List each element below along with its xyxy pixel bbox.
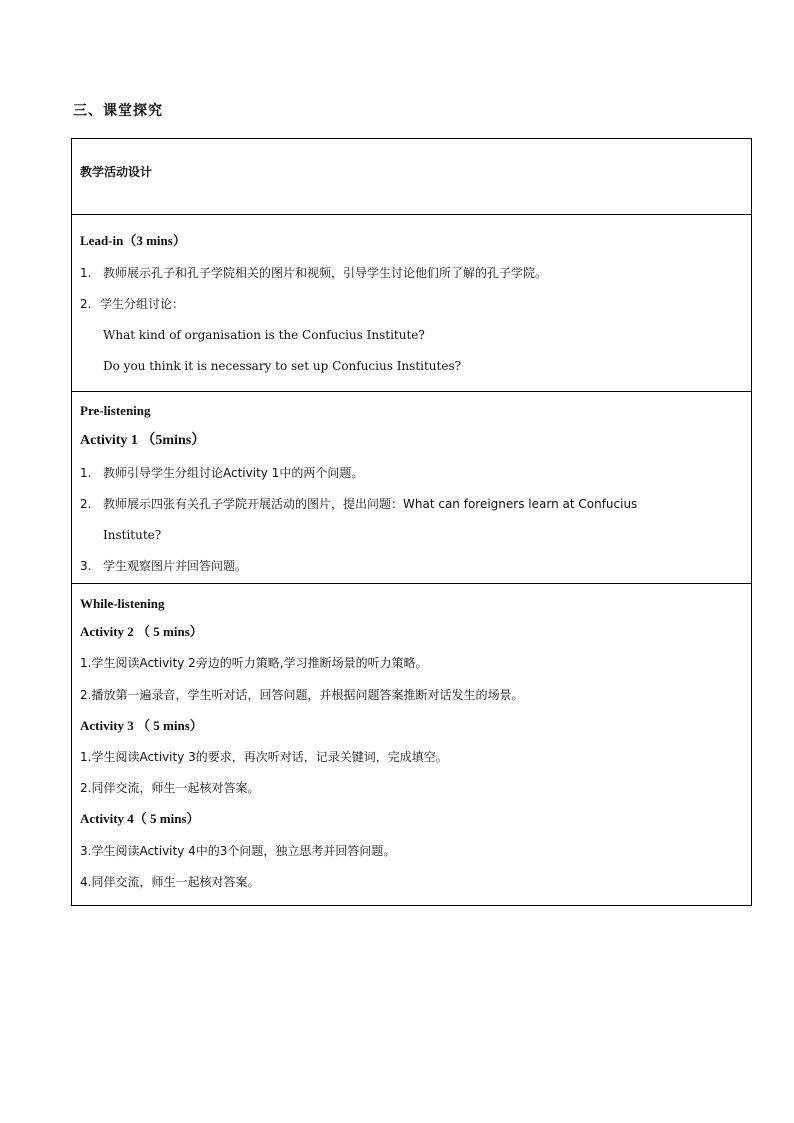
pre-listening-heading: Pre-listening bbox=[80, 403, 151, 418]
item-text: 教师引导学生分组讨论Activity 1中的两个问题。 bbox=[103, 466, 364, 480]
activity-2-item-2: 2.播放第一遍录音，学生听对话，回答问题，并根据问题答案推断对话发生的场景。 bbox=[80, 688, 524, 702]
item-number: 1. bbox=[80, 266, 92, 280]
activity-2-heading: Activity 2 （ 5 mins） bbox=[80, 624, 203, 639]
pre-listening-item-1 bbox=[80, 465, 363, 481]
table-header-text: 教学活动设计 bbox=[80, 165, 153, 179]
activity-2-item-1: 1.学生阅读Activity 2旁边的听力策略,学习推断场景的听力策略。 bbox=[80, 656, 428, 670]
while-listening-heading: While-listening bbox=[80, 596, 165, 611]
pre-listening-cell bbox=[71, 391, 752, 584]
activity-4-item-1: 3.学生阅读Activity 4中的3个问题，独立思考并回答问题。 bbox=[80, 844, 396, 858]
item-text: 学生观察图片并回答问题。 bbox=[103, 559, 248, 573]
lead-in-question-2: Do you think it is necessary to set up Confucius Institutes? bbox=[103, 359, 462, 373]
lead-in-item-2 bbox=[80, 296, 184, 312]
item-number: 2. bbox=[80, 497, 92, 511]
section-title: 三、课堂探究 bbox=[73, 103, 163, 119]
item-text: 教师展示孔子和孔子学院相关的图片和视频，引导学生讨论他们所了解的孔子学院。 bbox=[103, 266, 548, 280]
item-number: 3. bbox=[80, 559, 92, 573]
lead-in-item-1 bbox=[80, 265, 547, 281]
activity-3-item-2: 2.同伴交流，师生一起核对答案。 bbox=[80, 781, 260, 795]
pre-listening-item-3 bbox=[80, 558, 247, 574]
lead-in-heading: Lead-in（3 mins） bbox=[80, 233, 186, 248]
item-number: 1. bbox=[80, 466, 92, 480]
lead-in-cell bbox=[71, 214, 752, 392]
activity-1-heading: Activity 1 （5mins） bbox=[80, 433, 206, 448]
item-number: 2. bbox=[80, 297, 92, 311]
activity-3-item-1: 1.学生阅读Activity 3的要求，再次听对话，记录关键词，完成填空。 bbox=[80, 750, 448, 764]
lead-in-question-1: What kind of organisation is the Confucius Institute? bbox=[103, 328, 425, 342]
activity-4-heading: Activity 4（ 5 mins） bbox=[80, 811, 200, 826]
pre-listening-item-2 bbox=[80, 496, 637, 512]
activity-4-item-2: 4.同伴交流，师生一起核对答案。 bbox=[80, 875, 260, 889]
while-listening-cell bbox=[71, 583, 752, 906]
pre-listening-item-2-continued: Institute? bbox=[103, 528, 162, 542]
item-text: 学生分组讨论： bbox=[100, 297, 185, 311]
activity-3-heading: Activity 3 （ 5 mins） bbox=[80, 718, 203, 733]
table-header-cell bbox=[71, 138, 752, 215]
item-text: 教师展示四张有关孔子学院开展活动的图片，提出问题：What can foreigners learn at Confucius bbox=[103, 497, 638, 511]
